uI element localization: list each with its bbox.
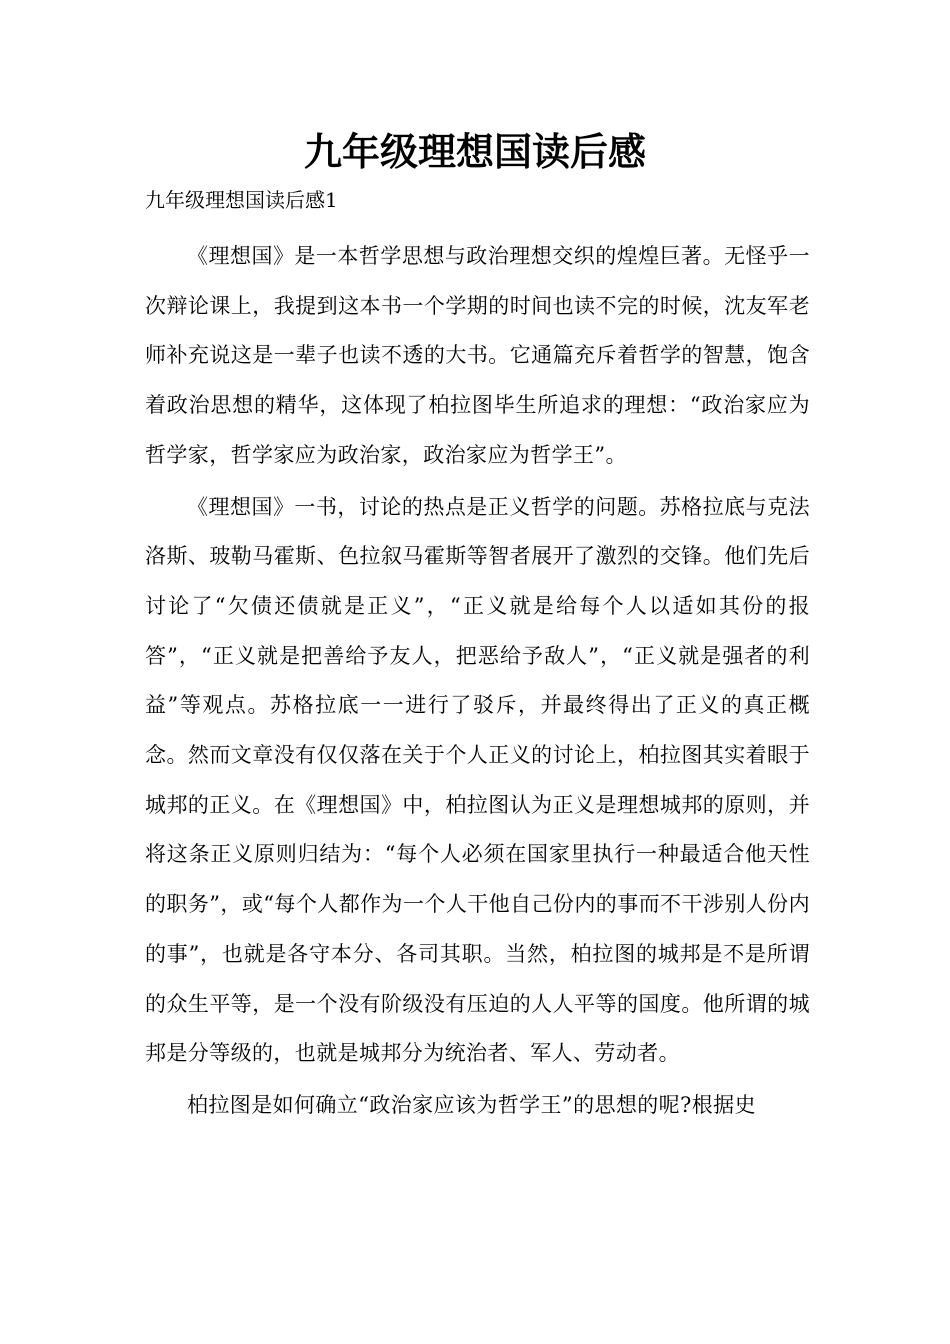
document-subtitle: 九年级理想国读后感1 bbox=[145, 188, 338, 212]
document-title: 九年级理想国读后感 bbox=[303, 130, 646, 174]
document-body bbox=[145, 232, 810, 1133]
paragraph-3: 柏拉图是如何确立“政治家应该为哲学王”的思想的呢?根据史 bbox=[187, 1092, 756, 1117]
paragraph-2: 《理想国》一书，讨论的热点是正义哲学的问题。苏格拉底与克法洛斯、玻勒马霍斯、色拉叙马霍斯等智者展开了激烈的交锋。他们先后讨论了“欠债还债就是正义”，“正义就是给每个人以适如其份的报答”，“正义就是把善给予友人，把恶给予敌人”，“正义就是强者的利益”等观点。苏格拉底一一进行了驳斥，并最终得出了正义的真正概念。然而文章没有仅仅落在关于个人正义的讨论上，柏拉图其实着眼于城邦的正义。在《理想国》中，柏拉图认为正义是理想城邦的原则，并将这条正义原则归结为：“每个人必须在国家里执行一种最适合他天性的职务”，或“每个人都作为一个人干他自己份内的事而不干涉别人份内的事”，也就是各守本分、各司其职。当然，柏拉图的城邦是不是所谓的众生平等，是一个没有阶级没有压迫的人人平等的国度。他所谓的城邦是分等级的，也就是城邦分为统治者、军人、劳动者。 bbox=[145, 494, 810, 1066]
paragraph-1: 《理想国》是一本哲学思想与政治理想交织的煌煌巨著。无怪乎一次辩论课上，我提到这本书一个学期的时间也读不完的时候，沈友军老师补充说这是一辈子也读不透的大书。它通篇充斥着哲学的智慧，饱含着政治思想的精华，这体现了柏拉图毕生所追求的理想：“政治家应为哲学家，哲学家应为政治家，政治家应为哲学王”。 bbox=[145, 244, 810, 467]
